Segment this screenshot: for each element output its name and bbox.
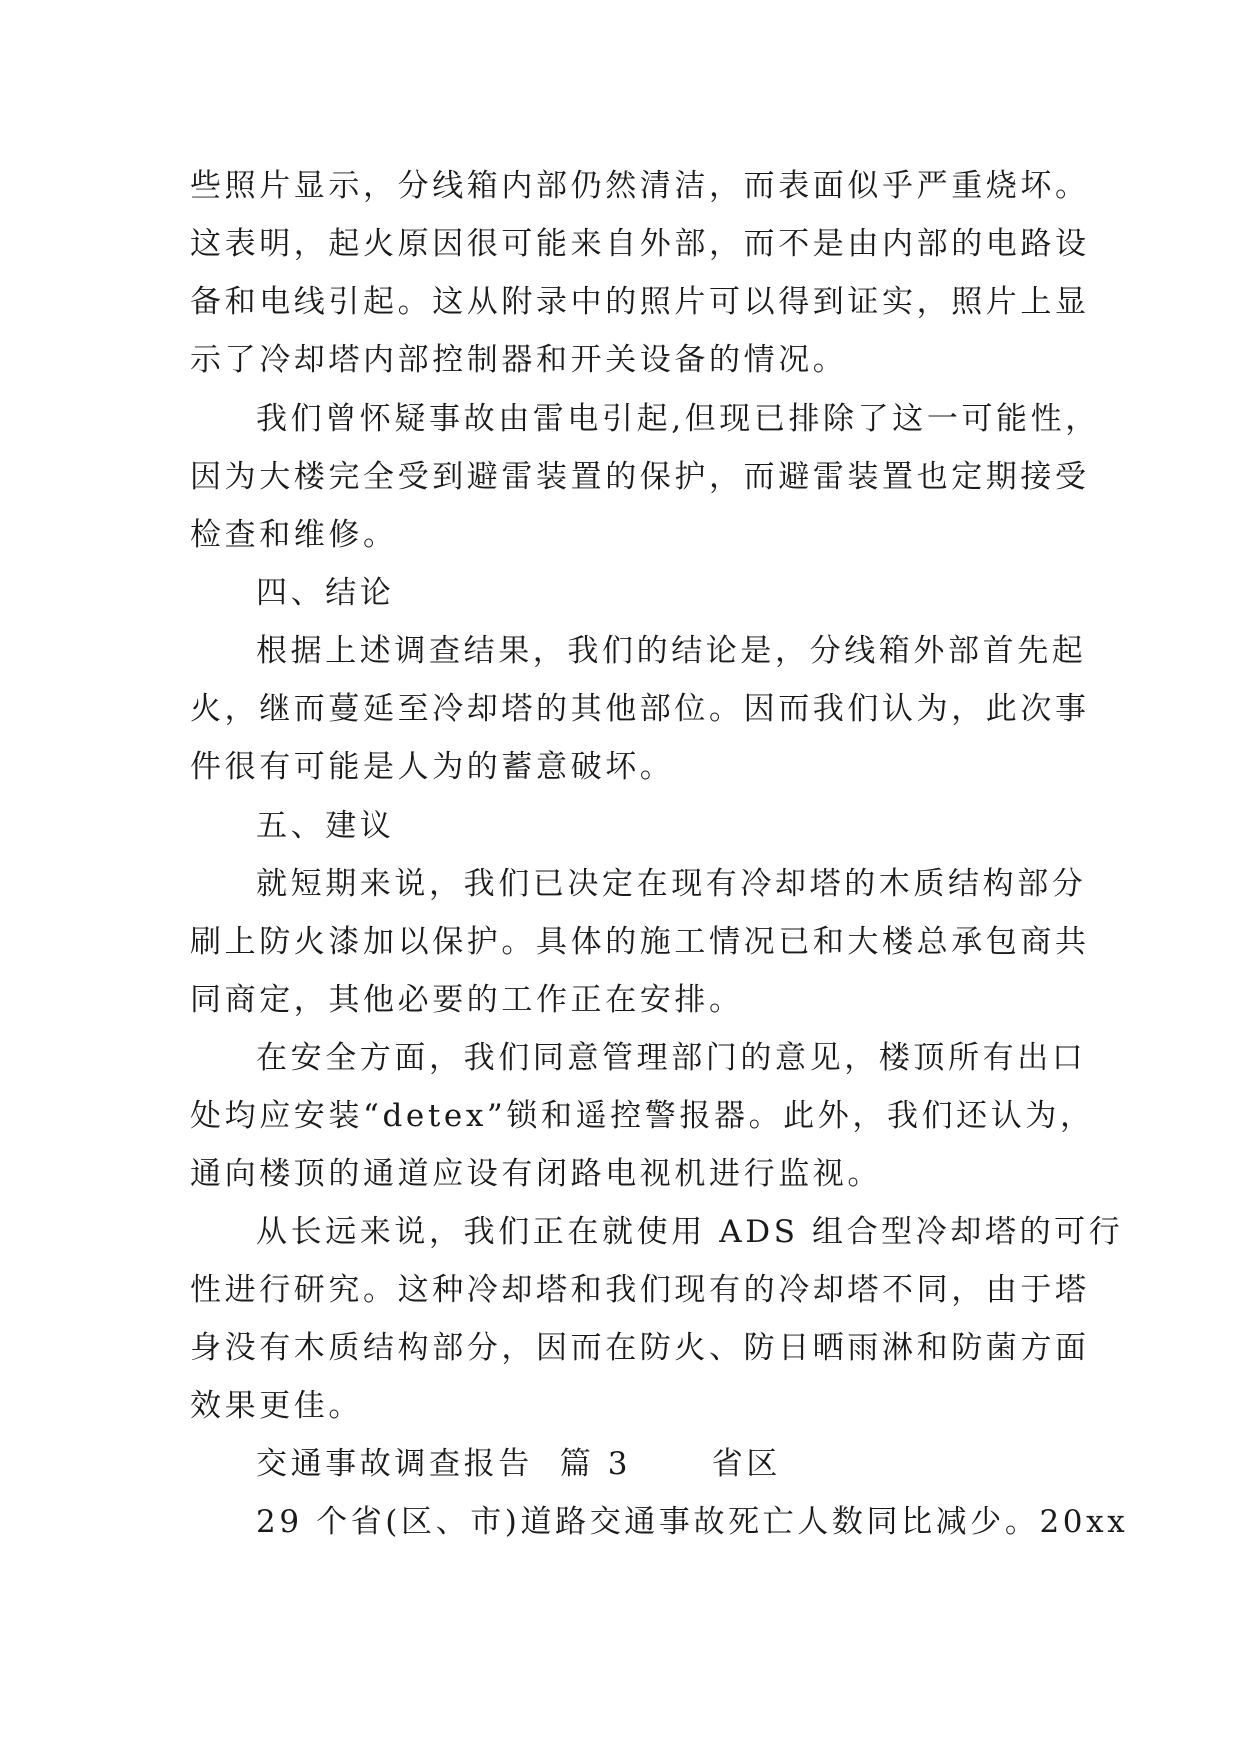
paragraph-line: 因为大楼完全受到避雷装置的保护，而避雷装置也定期接受	[190, 459, 1090, 495]
paragraph-line: 效果更佳。	[190, 1388, 363, 1424]
paragraph-line: 我们曾怀疑事故由雷电引起,但现已排除了这一可能性，	[256, 401, 1100, 437]
paragraph-line: 件很有可能是人为的蓄意破坏。	[190, 749, 675, 785]
paragraph-line: 身没有木质结构部分，因而在防火、防日晒雨淋和防菌方面	[190, 1330, 1090, 1366]
section-heading: 五、建议	[256, 808, 395, 844]
paragraph-line: 备和电线引起。这从附录中的照片可以得到证实，照片上显	[190, 284, 1090, 320]
paragraph-line: 些照片显示，分线箱内部仍然清洁，而表面似乎严重烧坏。	[190, 168, 1090, 204]
paragraph-line: 同商定，其他必要的工作正在安排。	[190, 982, 744, 1018]
paragraph-line: 处均应安装“detex”锁和遥控警报器。此外，我们还认为，	[190, 1098, 1095, 1134]
paragraph-line: 从长远来说，我们正在就使用 ADS 组合型冷却塔的可行	[256, 1214, 1124, 1250]
paragraph-line: 这表明，起火原因很可能来自外部，而不是由内部的电路设	[190, 226, 1090, 262]
paragraph-line: 29 个省(区、市)道路交通事故死亡人数同比减少。20xx	[256, 1504, 1129, 1540]
paragraph-line: 根据上述调查结果，我们的结论是，分线箱外部首先起	[256, 633, 1087, 669]
paragraph-line: 示了冷却塔内部控制器和开关设备的情况。	[190, 342, 848, 378]
paragraph-line: 火，继而蔓延至冷却塔的其他部位。因而我们认为，此次事	[190, 691, 1090, 727]
section-heading: 四、结论	[256, 575, 395, 611]
paragraph-line: 在安全方面，我们同意管理部门的意见，楼顶所有出口	[256, 1040, 1087, 1076]
paragraph-line: 通向楼顶的通道应设有闭路电视机进行监视。	[190, 1156, 882, 1192]
paragraph-line: 检查和维修。	[190, 517, 398, 553]
article-heading: 交通事故调查报告 篇 3 省区	[256, 1446, 782, 1482]
paragraph-line: 刷上防火漆加以保护。具体的施工情况已和大楼总承包商共	[190, 924, 1090, 960]
paragraph-line: 就短期来说，我们已决定在现有冷却塔的木质结构部分	[256, 866, 1087, 902]
paragraph-line: 性进行研究。这种冷却塔和我们现有的冷却塔不同，由于塔	[190, 1272, 1090, 1308]
